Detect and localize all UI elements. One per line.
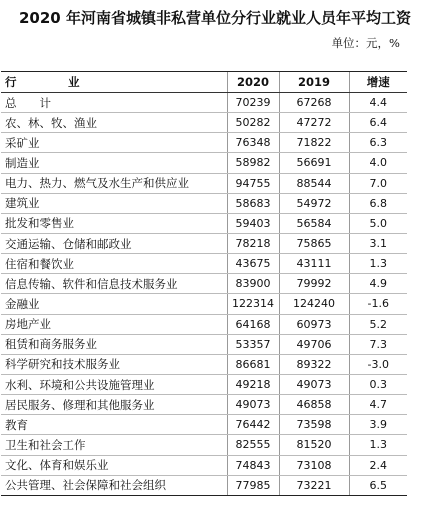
cell-2020: 59403 <box>227 213 279 233</box>
header-2020: 2020 <box>227 72 279 93</box>
cell-industry: 建筑业 <box>1 193 227 213</box>
cell-industry: 文化、体育和娱乐业 <box>1 455 227 475</box>
cell-industry: 农、林、牧、渔业 <box>1 113 227 133</box>
table-row <box>1 415 407 435</box>
table-body <box>1 93 407 496</box>
cell-2020: 83900 <box>227 274 279 294</box>
cell-growth: 1.3 <box>349 435 407 455</box>
cell-2020: 78218 <box>227 233 279 253</box>
cell-2019: 79992 <box>279 274 349 294</box>
cell-2019: 49706 <box>279 334 349 354</box>
cell-industry: 水利、环境和公共设施管理业 <box>1 374 227 394</box>
cell-industry: 住宿和餐饮业 <box>1 254 227 274</box>
table-row <box>1 435 407 455</box>
table-row <box>1 395 407 415</box>
cell-industry: 卫生和社会工作 <box>1 435 227 455</box>
cell-growth: 6.5 <box>349 475 407 495</box>
header-industry: 行 业 <box>1 72 227 93</box>
cell-industry: 教育 <box>1 415 227 435</box>
cell-2019: 88544 <box>279 173 349 193</box>
table-row <box>1 374 407 394</box>
cell-industry: 房地产业 <box>1 314 227 334</box>
table-row <box>1 213 407 233</box>
cell-industry: 科学研究和技术服务业 <box>1 354 227 374</box>
cell-industry: 租赁和商务服务业 <box>1 334 227 354</box>
cell-2020: 50282 <box>227 113 279 133</box>
cell-2019: 46858 <box>279 395 349 415</box>
table-row <box>1 475 407 495</box>
cell-growth: 4.7 <box>349 395 407 415</box>
cell-2019: 89322 <box>279 354 349 374</box>
cell-2019: 56691 <box>279 153 349 173</box>
table-row <box>1 294 407 314</box>
wage-table <box>1 71 407 496</box>
cell-2020: 53357 <box>227 334 279 354</box>
cell-industry: 批发和零售业 <box>1 213 227 233</box>
cell-2019: 60973 <box>279 314 349 334</box>
cell-growth: 4.4 <box>349 93 407 113</box>
cell-2019: 43111 <box>279 254 349 274</box>
cell-2020: 122314 <box>227 294 279 314</box>
table-row <box>1 233 407 253</box>
cell-2020: 58683 <box>227 193 279 213</box>
cell-growth: -3.0 <box>349 354 407 374</box>
header-2019: 2019 <box>279 72 349 93</box>
cell-2019: 75865 <box>279 233 349 253</box>
cell-growth: 1.3 <box>349 254 407 274</box>
cell-2019: 67268 <box>279 93 349 113</box>
cell-growth: 5.2 <box>349 314 407 334</box>
cell-2020: 86681 <box>227 354 279 374</box>
table-row <box>1 354 407 374</box>
cell-2020: 94755 <box>227 173 279 193</box>
cell-industry: 交通运输、仓储和邮政业 <box>1 233 227 253</box>
table-row <box>1 173 407 193</box>
cell-2019: 71822 <box>279 133 349 153</box>
cell-2019: 47272 <box>279 113 349 133</box>
table-row <box>1 93 407 113</box>
cell-2020: 43675 <box>227 254 279 274</box>
cell-growth: 6.4 <box>349 113 407 133</box>
cell-2019: 124240 <box>279 294 349 314</box>
cell-2019: 73598 <box>279 415 349 435</box>
cell-growth: 6.3 <box>349 133 407 153</box>
table-row <box>1 334 407 354</box>
unit-note: 单位：元，% <box>331 36 400 50</box>
table-row <box>1 254 407 274</box>
cell-2019: 49073 <box>279 374 349 394</box>
cell-growth: 4.0 <box>349 153 407 173</box>
cell-2019: 56584 <box>279 213 349 233</box>
cell-2020: 49073 <box>227 395 279 415</box>
cell-industry: 电力、热力、燃气及水生产和供应业 <box>1 173 227 193</box>
cell-2020: 82555 <box>227 435 279 455</box>
cell-growth: 3.9 <box>349 415 407 435</box>
cell-growth: 3.1 <box>349 233 407 253</box>
cell-2020: 77985 <box>227 475 279 495</box>
cell-growth: 5.0 <box>349 213 407 233</box>
cell-industry: 信息传输、软件和信息技术服务业 <box>1 274 227 294</box>
cell-growth: 4.9 <box>349 274 407 294</box>
table-row <box>1 274 407 294</box>
cell-growth: 6.8 <box>349 193 407 213</box>
table-row <box>1 193 407 213</box>
cell-2020: 76348 <box>227 133 279 153</box>
cell-industry: 居民服务、修理和其他服务业 <box>1 395 227 415</box>
table-row <box>1 133 407 153</box>
document-title: 2020 年河南省城镇非私营单位分行业就业人员年平均工资 <box>19 9 411 27</box>
cell-industry: 公共管理、社会保障和社会组织 <box>1 475 227 495</box>
cell-industry: 采矿业 <box>1 133 227 153</box>
cell-growth: 2.4 <box>349 455 407 475</box>
table-row <box>1 153 407 173</box>
cell-growth: -1.6 <box>349 294 407 314</box>
table-row <box>1 455 407 475</box>
table-row <box>1 314 407 334</box>
header-growth: 增速 <box>349 72 407 93</box>
cell-2019: 73108 <box>279 455 349 475</box>
cell-2020: 70239 <box>227 93 279 113</box>
cell-growth: 0.3 <box>349 374 407 394</box>
cell-industry: 总 计 <box>1 93 227 113</box>
cell-2020: 74843 <box>227 455 279 475</box>
table-header-row <box>1 72 407 93</box>
table-row <box>1 113 407 133</box>
cell-2020: 49218 <box>227 374 279 394</box>
cell-industry: 制造业 <box>1 153 227 173</box>
cell-2019: 54972 <box>279 193 349 213</box>
cell-growth: 7.3 <box>349 334 407 354</box>
cell-2019: 73221 <box>279 475 349 495</box>
cell-industry: 金融业 <box>1 294 227 314</box>
cell-2019: 81520 <box>279 435 349 455</box>
cell-2020: 58982 <box>227 153 279 173</box>
cell-2020: 64168 <box>227 314 279 334</box>
cell-growth: 7.0 <box>349 173 407 193</box>
cell-2020: 76442 <box>227 415 279 435</box>
